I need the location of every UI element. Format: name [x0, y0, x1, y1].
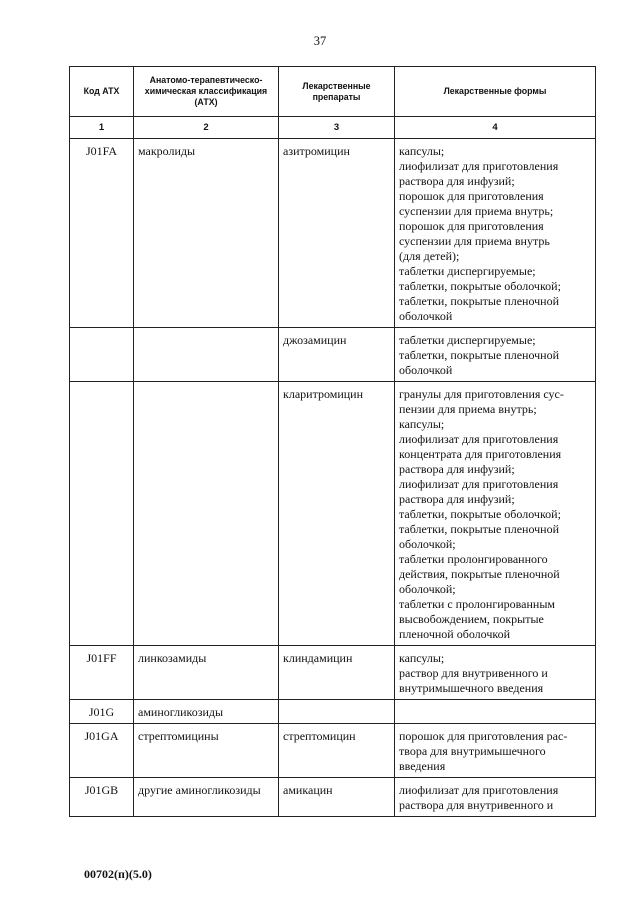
header-classification: Анатомо-терапевтическо-химическая классификация (АТХ) — [134, 67, 279, 117]
dosage-form-line: капсулы; — [399, 417, 445, 431]
dosage-form-line: оболочкой — [399, 363, 453, 377]
table-row — [70, 778, 596, 817]
dosage-forms-cell — [395, 139, 596, 328]
dosage-form-line: лиофилизат для приготовления — [399, 432, 559, 446]
dosage-form-line: высвобождением, покрытые — [399, 612, 544, 626]
dosage-form-line: действия, покрытые пленочной — [399, 567, 560, 581]
table-row — [70, 382, 596, 646]
table-row — [70, 646, 596, 700]
dosage-form-line: лиофилизат для приготовления — [399, 477, 559, 491]
column-number: 1 — [70, 117, 134, 139]
dosage-form-line: порошок для приготовления — [399, 189, 544, 203]
drug-name-cell — [279, 700, 395, 724]
table-row — [70, 724, 596, 778]
dosage-form-line: порошок для приготовления рас- — [399, 729, 568, 743]
atx-code-cell: J01GA — [70, 724, 134, 778]
drug-name-cell: клиндамицин — [279, 646, 395, 700]
classification-cell: линкозамиды — [134, 646, 279, 700]
atx-code-cell: J01FF — [70, 646, 134, 700]
dosage-forms-cell — [395, 700, 596, 724]
dosage-forms-cell — [395, 382, 596, 646]
dosage-form-line: пензии для приема внутрь; — [399, 402, 537, 416]
atx-code-cell: J01FA — [70, 139, 134, 328]
dosage-forms-cell — [395, 328, 596, 382]
dosage-form-line: раствора для внутривенного и — [399, 798, 554, 812]
dosage-form-line: таблетки диспергируемые; — [399, 264, 536, 278]
column-number-row — [70, 117, 596, 139]
dosage-form-line: оболочкой; — [399, 582, 456, 596]
dosage-form-line: гранулы для приготовления сус- — [399, 387, 564, 401]
drug-name-cell: джозамицин — [279, 328, 395, 382]
atx-code-cell — [70, 328, 134, 382]
dosage-form-line: таблетки, покрытые оболочкой; — [399, 279, 561, 293]
dosage-form-line: лиофилизат для приготовления — [399, 159, 559, 173]
header-forms: Лекарственные формы — [395, 67, 596, 117]
dosage-form-line: раствор для внутривенного и — [399, 666, 548, 680]
dosage-form-line: таблетки, покрытые пленочной — [399, 522, 560, 536]
classification-cell: аминогликозиды — [134, 700, 279, 724]
header-code: Код АТХ — [70, 67, 134, 117]
classification-cell — [134, 328, 279, 382]
dosage-form-line: оболочкой — [399, 309, 453, 323]
dosage-form-line: твора для внутримышечного — [399, 744, 546, 758]
classification-cell: стрептомицины — [134, 724, 279, 778]
table-row — [70, 139, 596, 328]
drug-name-cell: кларитромицин — [279, 382, 395, 646]
table-header-row — [70, 67, 596, 117]
atx-code-cell — [70, 382, 134, 646]
document-footer-code: 00702(п)(5.0) — [84, 867, 152, 881]
dosage-form-line: пленочной оболочкой — [399, 627, 511, 641]
dosage-form-line: порошок для приготовления — [399, 219, 544, 233]
dosage-form-line: таблетки с пролонгированным — [399, 597, 556, 611]
header-drugs: Лекарственные препараты — [279, 67, 395, 117]
dosage-form-line: раствора для инфузий; — [399, 492, 515, 506]
dosage-form-line: суспензии для приема внутрь; — [399, 204, 554, 218]
dosage-form-line: внутримышечного введения — [399, 681, 544, 695]
dosage-form-line: введения — [399, 759, 446, 773]
dosage-form-line: капсулы; — [399, 651, 445, 665]
column-number: 4 — [395, 117, 596, 139]
dosage-form-line: таблетки, покрытые пленочной — [399, 294, 560, 308]
atx-code-cell: J01G — [70, 700, 134, 724]
page-number: 37 — [313, 34, 327, 48]
dosage-forms-cell — [395, 646, 596, 700]
drug-name-cell: амикацин — [279, 778, 395, 817]
dosage-forms-cell — [395, 724, 596, 778]
atx-code-cell: J01GB — [70, 778, 134, 817]
dosage-form-line: раствора для инфузий; — [399, 174, 515, 188]
dosage-form-line: раствора для инфузий; — [399, 462, 515, 476]
atx-drug-table — [69, 66, 596, 817]
dosage-form-line: капсулы; — [399, 144, 445, 158]
table-row — [70, 700, 596, 724]
drug-name-cell: стрептомицин — [279, 724, 395, 778]
column-number: 2 — [134, 117, 279, 139]
table-row — [70, 328, 596, 382]
classification-cell: макролиды — [134, 139, 279, 328]
dosage-forms-cell — [395, 778, 596, 817]
dosage-form-line: лиофилизат для приготовления — [399, 783, 559, 797]
dosage-form-line: таблетки, покрытые оболочкой; — [399, 507, 561, 521]
column-number: 3 — [279, 117, 395, 139]
dosage-form-line: таблетки, покрытые пленочной — [399, 348, 560, 362]
dosage-form-line: (для детей); — [399, 249, 460, 263]
classification-cell: другие аминогликозиды — [134, 778, 279, 817]
dosage-form-line: концентрата для приготовления — [399, 447, 562, 461]
dosage-form-line: оболочкой; — [399, 537, 456, 551]
drug-name-cell: азитромицин — [279, 139, 395, 328]
classification-cell — [134, 382, 279, 646]
dosage-form-line: таблетки диспергируемые; — [399, 333, 536, 347]
dosage-form-line: суспензии для приема внутрь — [399, 234, 550, 248]
dosage-form-line: таблетки пролонгированного — [399, 552, 548, 566]
